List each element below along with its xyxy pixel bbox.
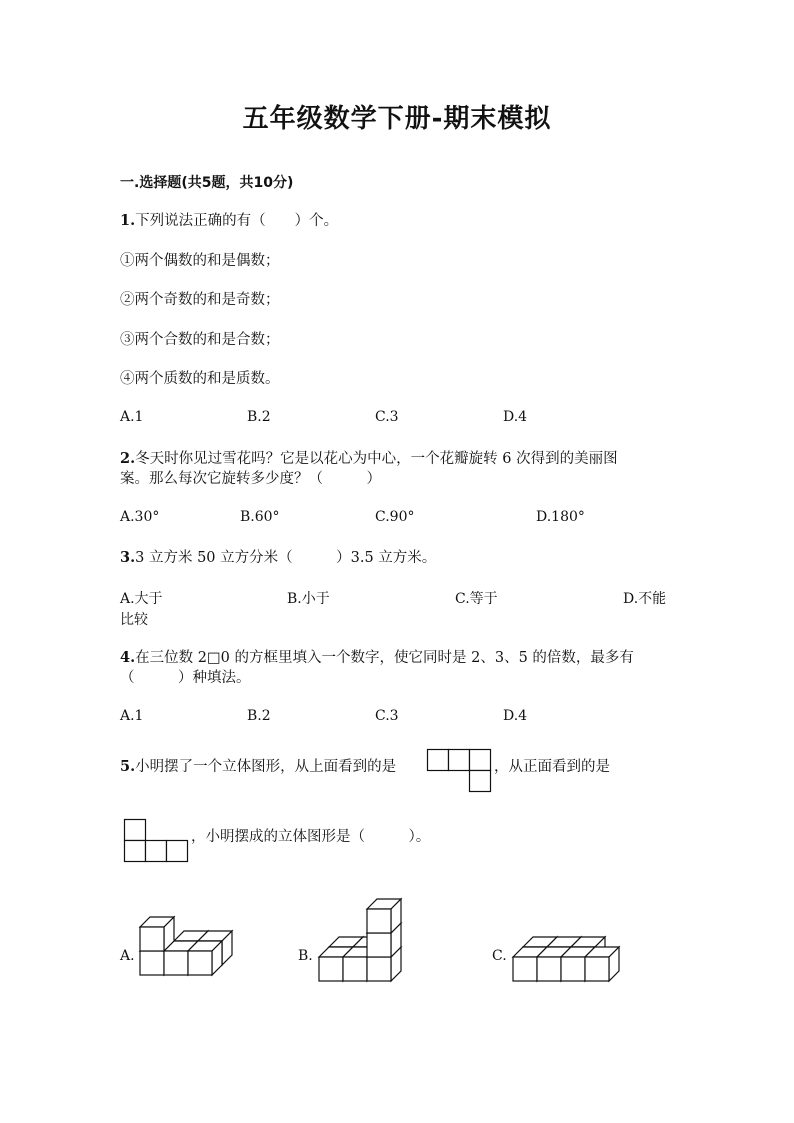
option-b: B. bbox=[298, 948, 313, 964]
page-title: 五年级数学下册-期末模拟 bbox=[242, 104, 552, 134]
option-d: D.4 bbox=[503, 708, 528, 724]
option-d: D.不能 bbox=[623, 591, 667, 607]
option-d: D.180° bbox=[536, 509, 585, 525]
question-text: 冬天时你见过雪花吗？它是以花心为中心，一个花瓣旋转 6 次得到的美丽图 bbox=[135, 451, 618, 467]
question-number: 5. bbox=[120, 758, 136, 775]
option-a: A.30° bbox=[120, 509, 160, 525]
option-b: B.2 bbox=[247, 409, 271, 425]
question-number: 4. bbox=[120, 649, 136, 666]
question-2 bbox=[120, 448, 618, 470]
option-b: B.2 bbox=[247, 708, 271, 724]
option-c: C.3 bbox=[375, 708, 399, 724]
question-3 bbox=[120, 547, 436, 569]
option-a: A.1 bbox=[120, 409, 144, 425]
statement-item: ②两个奇数的和是奇数； bbox=[120, 292, 280, 308]
option-a: A.大于 bbox=[120, 591, 163, 607]
question-text: 小明摆了一个立体图形，从上面看到的是 bbox=[135, 759, 397, 775]
question-text: 下列说法正确的有（ ）个。 bbox=[135, 213, 339, 229]
option-a: A.1 bbox=[120, 708, 144, 724]
question-text-cont: （ ）种填法。 bbox=[120, 670, 251, 686]
cube bbox=[367, 899, 401, 933]
question-number: 3. bbox=[120, 549, 136, 566]
option-c: C. bbox=[492, 948, 507, 964]
cube bbox=[585, 947, 619, 981]
option-c: C.等于 bbox=[455, 591, 498, 607]
question-text: 在三位数 2□0 的方框里填入一个数字，使它同时是 2、3、5 的倍数，最多有 bbox=[135, 650, 634, 666]
question-4 bbox=[120, 647, 634, 669]
statement-item: ①两个偶数的和是偶数； bbox=[120, 253, 280, 269]
front-view-figure bbox=[124, 819, 190, 863]
cube bbox=[140, 917, 174, 951]
question-text: 3 立方米 50 立方分米（ ）3.5 立方米。 bbox=[135, 550, 437, 566]
question-1 bbox=[120, 210, 338, 232]
option-c: C.90° bbox=[375, 509, 415, 525]
solid-figure-c bbox=[511, 925, 621, 985]
statement-item: ③两个合数的和是合数； bbox=[120, 332, 280, 348]
option-d: D.4 bbox=[503, 409, 528, 425]
option-b: B.小于 bbox=[287, 591, 330, 607]
statement-item: ④两个质数的和是质数。 bbox=[120, 371, 280, 387]
top-view-figure bbox=[427, 749, 493, 793]
cube bbox=[188, 941, 222, 975]
solid-figure-a bbox=[138, 905, 238, 985]
option-d-continued: 比较 bbox=[120, 612, 148, 628]
option-c: C.3 bbox=[375, 409, 399, 425]
question-text-cont: ，小明摆成的立体图形是（ ）。 bbox=[191, 829, 431, 845]
question-5 bbox=[120, 756, 396, 778]
question-number: 1. bbox=[120, 212, 136, 229]
question-text-cont: 案。那么每次它旋转多少度？（ ） bbox=[120, 471, 381, 487]
section-heading: 一.选择题(共5题，共10分) bbox=[120, 175, 294, 191]
question-number: 2. bbox=[120, 450, 136, 467]
question-text-cont: ，从正面看到的是 bbox=[494, 759, 610, 775]
option-b: B.60° bbox=[240, 509, 280, 525]
solid-figure-b bbox=[317, 905, 427, 985]
option-a: A. bbox=[120, 948, 135, 964]
